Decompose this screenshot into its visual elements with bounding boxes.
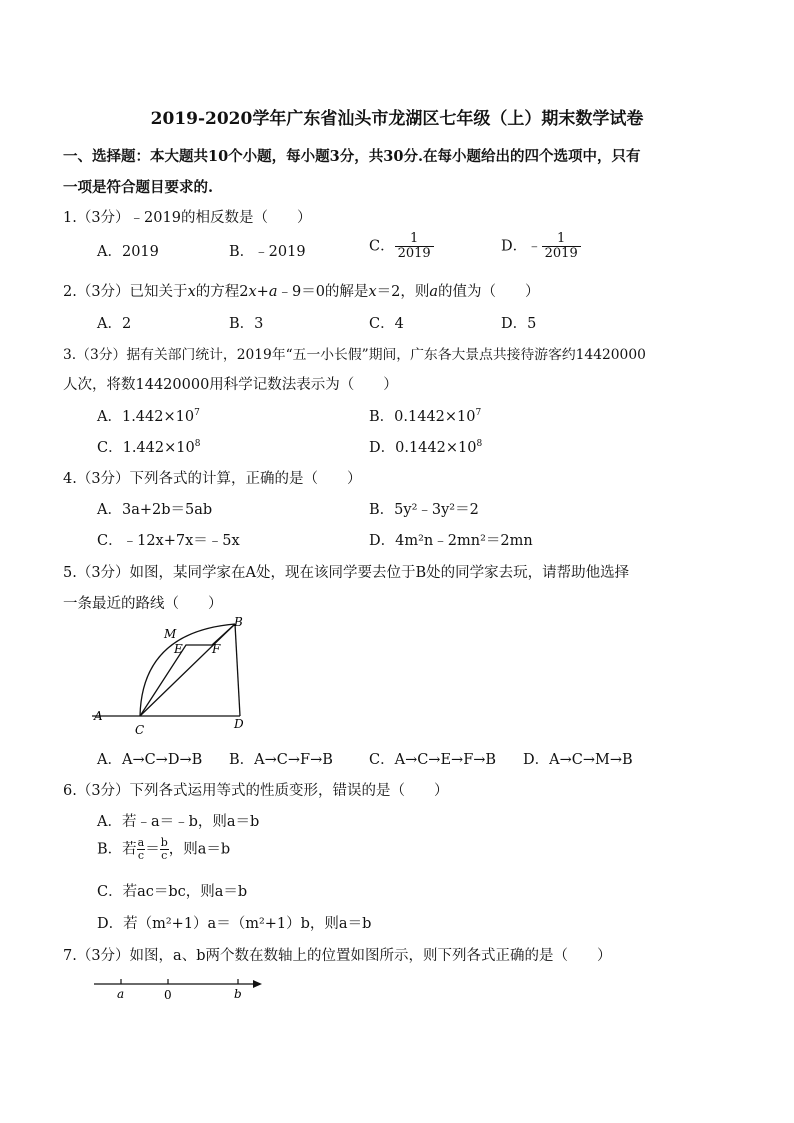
q3-c-text: C．1.442×10 [97, 440, 195, 456]
q3-stem-line1: 3.（3分）据有关部门统计，2019年“五一小长假”期间，广东各大景点共接待游客约14420000 [63, 347, 646, 363]
q2-option-d: D．5 [501, 316, 537, 332]
q4-option-c: C．﹣12x+7x＝﹣5x [97, 533, 240, 549]
q3-a-exponent: 7 [194, 408, 200, 419]
q1-option-a: A．2019 [97, 244, 159, 260]
label-e: E [174, 642, 183, 656]
q2-stem [63, 280, 540, 301]
q6-option-d: D．若（m²+1）a＝（m²+1）b，则a＝b [97, 916, 372, 932]
q3-stem-line2: 人次，将数14420000用科学记数法表示为（ ） [63, 377, 398, 393]
q6-b-den1: c [137, 849, 145, 862]
q3-d-text: D．0.1442×10 [369, 440, 477, 456]
q3-a-text: A．1.442×10 [97, 409, 195, 425]
q6-option-c: C．若ac＝bc，则a＝b [97, 884, 248, 900]
page-title: 2019-2020学年广东省汕头市龙湖区七年级（上）期末数学试卷 [150, 109, 644, 129]
q1-c-fraction [395, 232, 434, 261]
q1-c-label: C． [369, 238, 395, 255]
q5-stem-line1: 5.（3分）如图，某同学家在A处，现在该同学要去位于B处的同学家去玩，请帮助他选择 [63, 565, 630, 581]
q6-b-den2: c [161, 849, 168, 862]
q1-stem: 1.（3分）﹣2019的相反数是（ ） [63, 210, 312, 226]
q2-text-5: ＝2，则 [376, 284, 430, 300]
q3-option-a [97, 405, 200, 426]
label-zero: 0 [164, 988, 172, 1002]
q3-option-c [97, 436, 200, 457]
q5-route-figure [80, 612, 270, 737]
q1-option-d [501, 232, 581, 261]
q6-b-prefix: B．若 [97, 841, 137, 858]
q2-text-6: 的值为（ ） [438, 284, 540, 300]
label-d: D [234, 717, 244, 731]
q6-b-equals: ＝ [145, 841, 160, 858]
q1-option-c [369, 232, 434, 261]
q3-b-text: B．0.1442×10 [369, 409, 476, 425]
q5-stem-line2: 一条最近的路线（ ） [63, 596, 223, 612]
q1-d-fraction [542, 232, 581, 261]
q2-var-x: x [187, 284, 196, 300]
q2-var-x: x [248, 284, 257, 300]
q1-c-denominator: 2019 [397, 246, 431, 261]
label-m: M [164, 627, 177, 641]
q2-var-a: a [429, 284, 439, 300]
label-a: a [117, 987, 125, 1001]
q2-option-a: A．2 [97, 316, 132, 332]
label-b: b [234, 987, 242, 1001]
q5-option-b: B．A→C→F→B [229, 752, 333, 768]
q1-d-label: D．﹣ [501, 238, 542, 255]
section-header-line2: 一项是符合题目要求的. [63, 179, 214, 196]
q6-b-num2: b [160, 836, 168, 849]
q1-c-numerator: 1 [395, 232, 434, 247]
q1-option-b: B．﹣2019 [229, 244, 306, 260]
label-f: F [212, 642, 221, 656]
label-b: B [234, 615, 243, 629]
q7-number-line [88, 972, 268, 1004]
q2-text-2: 的方程2 [195, 284, 249, 300]
label-c: C [135, 723, 145, 737]
q5-option-a: A．A→C→D→B [97, 752, 203, 768]
q4-option-d: D．4m²n﹣2mn²＝2mn [369, 533, 533, 549]
q6-b-fraction-left [137, 837, 146, 862]
q1-d-numerator: 1 [542, 232, 581, 247]
q2-option-c: C．4 [369, 316, 404, 332]
label-a: A [94, 709, 103, 723]
q6-b-num1: a [137, 836, 145, 849]
q2-var-a: a [268, 284, 278, 300]
q3-option-b [369, 405, 481, 426]
q2-option-b: B．3 [229, 316, 264, 332]
q7-stem: 7.（3分）如图，a、b两个数在数轴上的位置如图所示，则下列各式正确的是（ ） [63, 948, 612, 964]
q2-var-x: x [368, 284, 377, 300]
q4-option-a: A．3a+2b＝5ab [97, 502, 213, 518]
q3-b-exponent: 7 [475, 408, 482, 419]
q3-d-exponent: 8 [476, 439, 483, 450]
arrow-icon [253, 980, 262, 988]
q2-text-3: + [256, 284, 269, 300]
q6-option-a: A．若﹣a＝﹣b，则a＝b [97, 814, 260, 830]
q4-stem: 4.（3分）下列各式的计算，正确的是（ ） [63, 471, 362, 487]
q3-option-d [369, 436, 482, 457]
section-header-line1: 一、选择题：本大题共10个小题，每小题3分，共30分.在每小题给出的四个选项中，只有 [63, 148, 641, 165]
q3-c-exponent: 8 [194, 439, 201, 450]
q5-option-c: C．A→C→E→F→B [369, 752, 497, 768]
q6-option-b [97, 837, 230, 862]
q2-text-4: ﹣9＝0的解是 [277, 284, 369, 300]
q2-text-1: 2.（3分）已知关于 [63, 284, 188, 300]
q5-option-d: D．A→C→M→B [523, 752, 633, 768]
q6-b-fraction-right [160, 837, 169, 862]
q1-d-denominator: 2019 [544, 246, 578, 261]
q6-stem: 6.（3分）下列各式运用等式的性质变形，错误的是（ ） [63, 783, 449, 799]
q4-option-b: B．5y²﹣3y²＝2 [369, 502, 479, 518]
q6-b-suffix: ，则a＝b [168, 841, 231, 858]
line-bd [235, 624, 240, 716]
